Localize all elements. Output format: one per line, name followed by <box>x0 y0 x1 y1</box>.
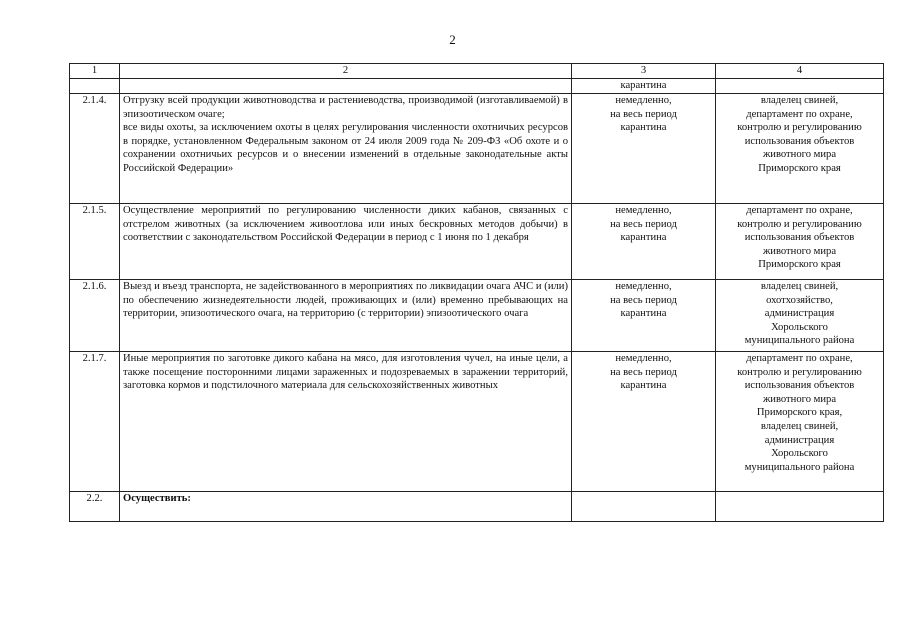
header-col-3: 3 <box>572 64 716 79</box>
item-number: 2.1.5. <box>70 204 120 280</box>
item-number: 2.1.6. <box>70 280 120 352</box>
responsible-line: использования объектов <box>744 135 855 147</box>
deadline-line: карантина <box>620 122 667 134</box>
responsible-line: животного мира <box>762 393 837 405</box>
measure-description <box>120 94 572 204</box>
continuation-when: карантина <box>572 79 716 94</box>
header-col-4: 4 <box>716 64 884 79</box>
responsible <box>716 280 884 352</box>
deadline-line: немедленно, <box>615 205 672 216</box>
responsible-line: муниципального района <box>744 461 855 473</box>
responsible-line: контролю и регулированию <box>737 122 862 134</box>
description-paragraph: Отгрузку всей продукции животноводства и растениеводства, производимой (изготавливаемой) в эпизоотическом очаге; <box>123 95 568 120</box>
responsible <box>716 94 884 204</box>
description-paragraph: Выезд и въезд транспорта, не задействованного в мероприятиях по ликвидации очага АЧС и (или) по обеспечению жизнедеятельности людей, проживающих и (или) временно пребывающих на территории, эпизоотического очага, на территорию (с территории) эпизоотического очага <box>123 281 568 320</box>
item-number: 2.1.7. <box>70 352 120 492</box>
responsible-line: владелец свиней, <box>760 281 839 292</box>
responsible-line: использования объектов <box>744 232 855 244</box>
deadline-line: на весь период <box>610 108 677 120</box>
header-col-1: 1 <box>70 64 120 79</box>
header-row <box>70 64 884 79</box>
responsible-line: использования объектов <box>744 380 855 392</box>
continuation-row <box>70 79 884 94</box>
deadline-line: немедленно, <box>615 281 672 292</box>
responsible-line: департамент по охране, <box>746 353 853 364</box>
header-col-2: 2 <box>120 64 572 79</box>
table-row <box>70 94 884 204</box>
continuation-desc <box>120 79 572 94</box>
responsible-line: Хорольского <box>771 321 828 333</box>
responsible-line: департамент по охране, <box>746 108 853 120</box>
responsible-line: Приморского края <box>758 162 841 174</box>
table-row <box>70 280 884 352</box>
deadline-line: на весь период <box>610 366 677 378</box>
responsible-line: департамент по охране, <box>746 205 853 216</box>
description-paragraph: все виды охоты, за исключением охоты в целях регулирования численности охотничьих ресурсов в порядке, установленном Федеральным законом от 24 июля 2009 года № 209-ФЗ «Об охоте и о сохранении охотничьих ресурсов и о внесении изменений в отдельные законодательные акты Российской Федерации» <box>123 122 568 174</box>
deadline <box>572 352 716 492</box>
measures-table <box>69 63 884 522</box>
measure-description <box>120 280 572 352</box>
deadline-line: карантина <box>620 308 667 320</box>
deadline-line: карантина <box>620 232 667 244</box>
description-paragraph: Осуществление мероприятий по регулированию численности диких кабанов, связанных с отстрелом животных (за исключением живоотлова или иных бескровных методов добычи) в соответствии с законодательством Российской Федерации в период с 1 июня по 1 декабря <box>123 205 568 244</box>
responsible-line: животного мира <box>762 149 837 161</box>
measure-description <box>120 204 572 280</box>
responsible <box>716 492 884 522</box>
responsible-line: Приморского края, <box>756 407 843 419</box>
deadline <box>572 280 716 352</box>
responsible-line: владелец свиней, <box>760 95 839 106</box>
responsible-line: животного мира <box>762 245 837 257</box>
responsible-line: муниципального района <box>744 335 855 347</box>
deadline-line: немедленно, <box>615 353 672 364</box>
item-number: 2.2. <box>70 492 120 522</box>
table-row <box>70 352 884 492</box>
responsible <box>716 352 884 492</box>
deadline <box>572 94 716 204</box>
responsible-line: контролю и регулированию <box>737 218 862 230</box>
responsible-line: владелец свиней, <box>760 420 839 432</box>
measure-description <box>120 352 572 492</box>
table-row <box>70 204 884 280</box>
responsible-line: администрация <box>764 434 835 446</box>
continuation-who <box>716 79 884 94</box>
section-heading: Осуществить: <box>120 492 572 522</box>
deadline-line: немедленно, <box>615 95 672 106</box>
responsible-line: Хорольского <box>771 448 828 460</box>
responsible-line: контролю и регулированию <box>737 366 862 378</box>
table-row <box>70 492 884 522</box>
item-number: 2.1.4. <box>70 94 120 204</box>
deadline <box>572 204 716 280</box>
responsible-line: Приморского края <box>758 259 841 271</box>
description-paragraph: Иные мероприятия по заготовке дикого кабана на мясо, для изготовления чучел, на иные цели, а также посещение посторонними лицами зараженных и подозреваемых в заражении территорий, заготовка кормов и подстилочного материала для сельскохозяйственных животных <box>123 353 568 392</box>
deadline-line: на весь период <box>610 218 677 230</box>
continuation-num <box>70 79 120 94</box>
responsible <box>716 204 884 280</box>
deadline-line: карантина <box>620 380 667 392</box>
responsible-line: администрация <box>764 308 835 320</box>
page-number: 2 <box>449 32 456 47</box>
responsible-line: охотхозяйство, <box>766 294 833 306</box>
deadline-line: на весь период <box>610 294 677 306</box>
deadline <box>572 492 716 522</box>
